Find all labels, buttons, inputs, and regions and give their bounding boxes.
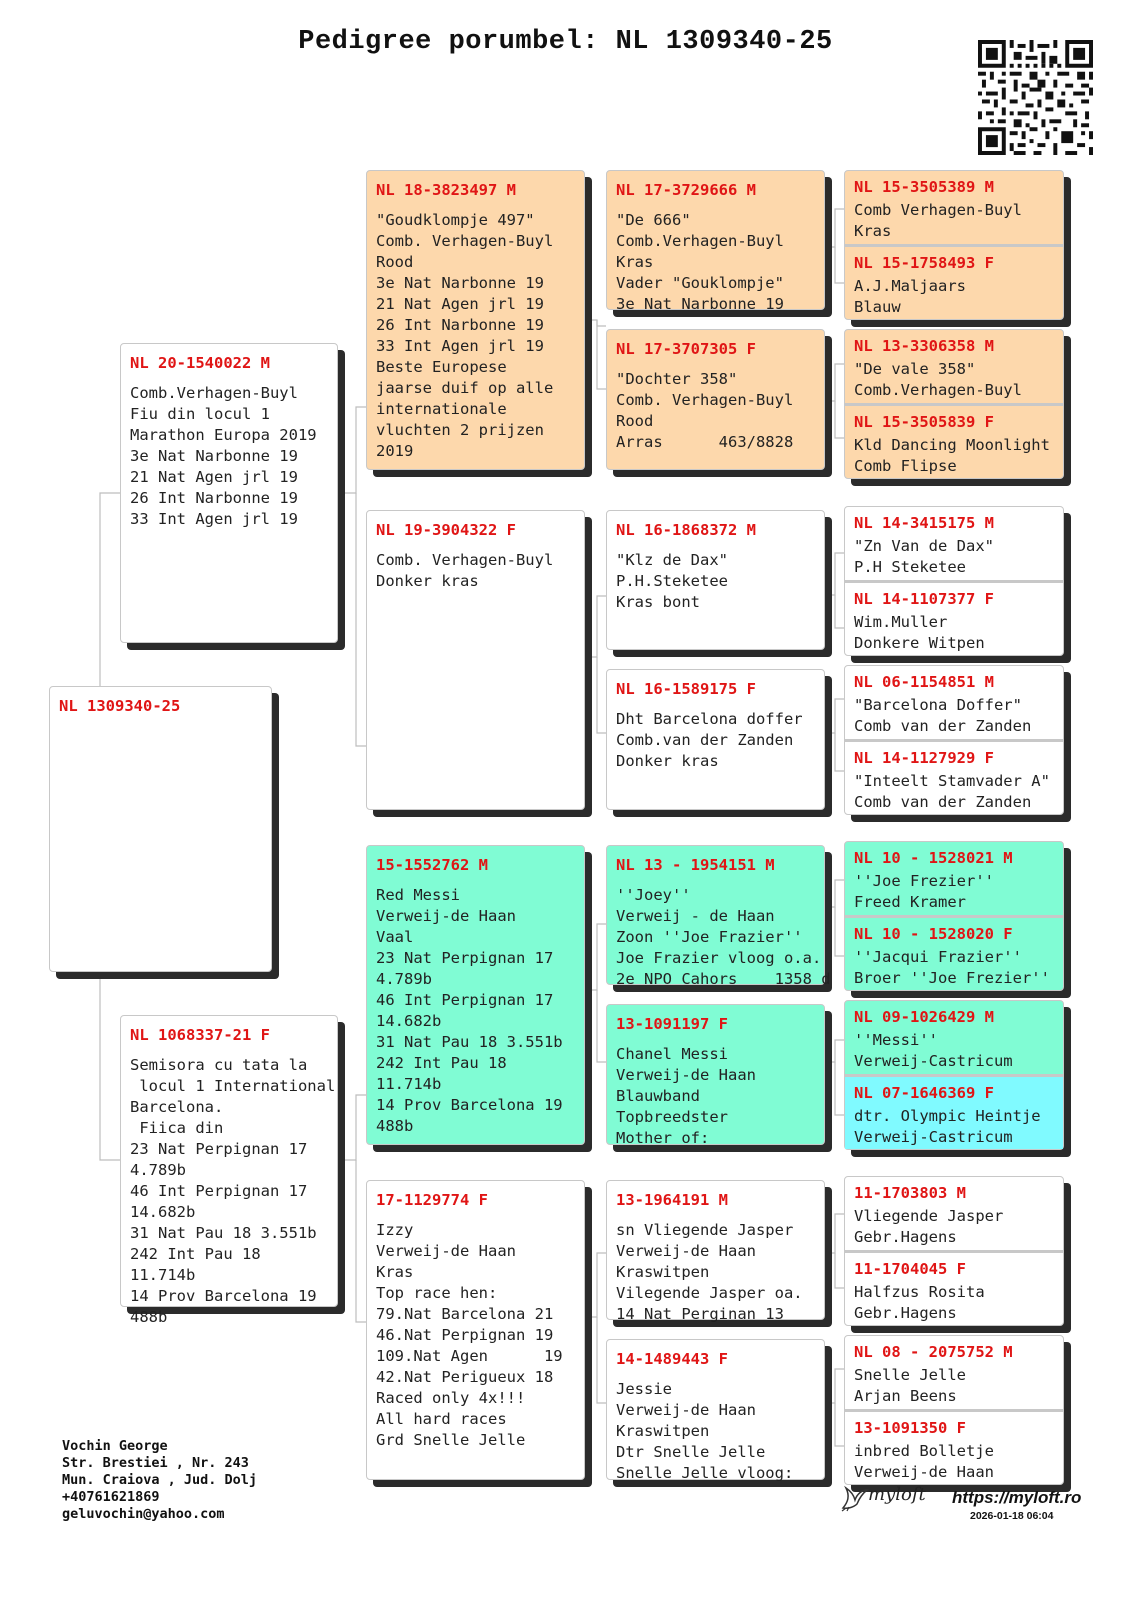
- g3-box-8[interactable]: [606, 1339, 825, 1480]
- g3-details: sn Vliegende Jasper Verweij-de Haan Kraswitpen Vilegende Jasper oa. 14 Nat Perginan 13: [616, 1221, 803, 1323]
- g4-details: ''Jacqui Frazier'' Broer ''Joe Frezier'': [854, 948, 1050, 987]
- g4-pair-8: [844, 1335, 1064, 1485]
- granddam-maternal-box[interactable]: [366, 1180, 585, 1480]
- g4-cell[interactable]: [845, 583, 1063, 655]
- g4-cell[interactable]: [845, 1412, 1063, 1484]
- g4-ring: NL 08 - 2075752 M: [854, 1343, 1013, 1361]
- sire-ring: NL 20-1540022 M: [130, 354, 270, 372]
- g4-cell[interactable]: [845, 666, 1063, 742]
- print-date: 2026-01-18 06:04: [970, 1510, 1054, 1522]
- page-title: Pedigree porumbel: NL 1309340-25: [298, 27, 833, 57]
- g4-details: Vliegende Jasper Gebr.Hagens: [854, 1207, 1004, 1246]
- g4-cell[interactable]: [845, 742, 1063, 814]
- g2-ring: NL 18-3823497 M: [376, 181, 516, 199]
- g3-details: Jessie Verweij-de Haan Kraswitpen Dtr Snelle Jelle Snelle Jelle vloog:: [616, 1380, 794, 1482]
- subject-ring: NL 1309340-25: [59, 697, 181, 715]
- g4-details: "Barcelona Doffer" Comb van der Zanden: [854, 696, 1032, 735]
- g3-ring: NL 13 - 1954151 M: [616, 856, 775, 874]
- grandsire-paternal-box[interactable]: [366, 170, 585, 470]
- g4-ring: 11-1704045 F: [854, 1260, 966, 1278]
- g3-details: ''Joey'' Verweij - de Haan Zoon ''Joe Frazier'' Joe Frazier vloog o.a. 2e NPO Cahors 1358 d: [616, 886, 831, 988]
- g4-ring: NL 09-1026429 M: [854, 1008, 994, 1026]
- g4-cell[interactable]: [845, 918, 1063, 990]
- g4-details: ''Messi'' Verweij-Castricum: [854, 1031, 1013, 1070]
- g4-ring: NL 06-1154851 M: [854, 673, 994, 691]
- sire-details: Comb.Verhagen-Buyl Fiu din locul 1 Marathon Europa 2019 3e Nat Narbonne 19 21 Nat Agen jrl 19 26 Int Narbonne 19 33 Int Agen jrl 19: [130, 384, 317, 528]
- g2-ring: 15-1552762 M: [376, 856, 488, 874]
- g4-pair-3: [844, 506, 1064, 656]
- g4-details: Snelle Jelle Arjan Beens: [854, 1366, 966, 1405]
- g4-pair-7: [844, 1176, 1064, 1326]
- g4-ring: NL 15-3505389 M: [854, 178, 994, 196]
- g4-ring: NL 14-3415175 M: [854, 514, 994, 532]
- g3-box-2[interactable]: [606, 329, 825, 470]
- g4-details: dtr. Olympic Heintje Verweij-Castricum: [854, 1107, 1041, 1146]
- g4-details: Halfzus Rosita Gebr.Hagens: [854, 1283, 985, 1322]
- granddam-paternal-box[interactable]: [366, 510, 585, 810]
- g4-ring: NL 13-3306358 M: [854, 337, 994, 355]
- g2-ring: NL 19-3904322 F: [376, 521, 516, 539]
- g4-cell[interactable]: [845, 1177, 1063, 1253]
- g4-cell[interactable]: [845, 406, 1063, 478]
- g4-cell[interactable]: [845, 1253, 1063, 1325]
- g2-details: Red Messi Verweij-de Haan Vaal 23 Nat Perpignan 17 4.789b 46 Int Perpignan 17 14.682b 31 Nat Pau 18 3.551b 242 Int Pau 18 11.714b 14 Prov Barcelona 19 488b: [376, 886, 563, 1135]
- g4-ring: NL 10 - 1528020 F: [854, 925, 1013, 943]
- g3-box-6[interactable]: [606, 1004, 825, 1145]
- g4-ring: NL 14-1127929 F: [854, 749, 994, 767]
- g4-ring: 13-1091350 F: [854, 1419, 966, 1437]
- dam-box[interactable]: [120, 1015, 338, 1326]
- g3-details: "Klz de Dax" P.H.Steketee Kras bont: [616, 551, 728, 611]
- g3-ring: NL 16-1868372 M: [616, 521, 756, 539]
- g3-box-1[interactable]: [606, 170, 825, 313]
- g4-cell[interactable]: [845, 171, 1063, 247]
- g4-ring: NL 15-3505839 F: [854, 413, 994, 431]
- sire-box[interactable]: [120, 343, 338, 643]
- g4-details: "Inteelt Stamvader A" Comb van der Zanden: [854, 772, 1050, 811]
- branding-footer: [840, 1482, 1082, 1527]
- g4-pair-1: [844, 170, 1064, 320]
- g4-cell[interactable]: [845, 247, 1063, 319]
- g4-details: "Zn Van de Dax" P.H Steketee: [854, 537, 994, 576]
- g4-pair-5: [844, 841, 1064, 991]
- subject-box[interactable]: [49, 686, 272, 972]
- g4-cell[interactable]: [845, 1001, 1063, 1077]
- bird-logo-icon: [840, 1482, 868, 1512]
- g4-pair-2: [844, 329, 1064, 479]
- owner-contact: Vochin George Str. Brestiei , Nr. 243 Mun. Craiova , Jud. Dolj +40761621869 geluvochin@yahoo.com: [62, 1438, 258, 1522]
- g2-ring: 17-1129774 F: [376, 1191, 488, 1209]
- g4-details: ''Joe Frezier'' Freed Kramer: [854, 872, 994, 911]
- g3-ring: NL 17-3707305 F: [616, 340, 756, 358]
- g4-pair-6: [844, 1000, 1064, 1150]
- brand-logo-text: myloft: [868, 1484, 926, 1505]
- g4-cell[interactable]: [845, 1336, 1063, 1412]
- g4-ring: NL 15-1758493 F: [854, 254, 994, 272]
- dam-details: Semisora cu tata la locul 1 International Barcelona. Fiica din 23 Nat Perpignan 17 4.789b 46 Int Perpignan 17 14.682b 31 Nat Pau 18 3.551b 242 Int Pau 18 11.714b 14 Prov Barcelona 19 488b: [130, 1056, 336, 1326]
- g3-ring: 14-1489443 F: [616, 1350, 728, 1368]
- g4-details: "De vale 358" Comb.Verhagen-Buyl: [854, 360, 1022, 399]
- dam-ring: NL 1068337-21 F: [130, 1026, 270, 1044]
- g4-details: inbred Bolletje Verweij-de Haan: [854, 1442, 994, 1481]
- g3-box-4[interactable]: [606, 669, 825, 810]
- g3-box-3[interactable]: [606, 510, 825, 650]
- g3-box-7[interactable]: [606, 1180, 825, 1323]
- g4-cell[interactable]: [845, 1077, 1063, 1149]
- g4-pair-4: [844, 665, 1064, 815]
- g4-ring: NL 10 - 1528021 M: [854, 849, 1013, 867]
- g2-details: "Goudklompje 497" Comb. Verhagen-Buyl Rood 3e Nat Narbonne 19 21 Nat Agen jrl 19 26 Int Narbonne 19 33 Int Agen jrl 19 Beste Europese jaarse duif op alle internationale vluchten 2 prijzen 2019: [376, 211, 554, 460]
- g4-details: A.J.Maljaars Blauw: [854, 277, 966, 316]
- g2-details: Izzy Verweij-de Haan Kras Top race hen: 79.Nat Barcelona 21 46.Nat Perpignan 19 109.Nat Agen 19 42.Nat Perigueux 18 Raced only 4x!!! All hard races Grd Snelle Jelle: [376, 1221, 563, 1449]
- g2-details: Comb. Verhagen-Buyl Donker kras: [376, 551, 554, 590]
- g3-ring: NL 16-1589175 F: [616, 680, 756, 698]
- g4-ring: NL 14-1107377 F: [854, 590, 994, 608]
- g4-cell[interactable]: [845, 842, 1063, 918]
- g3-box-5[interactable]: [606, 845, 831, 988]
- g3-details: Dht Barcelona doffer Comb.van der Zanden Donker kras: [616, 710, 803, 770]
- brand-url-link[interactable]: https://myloft.ro: [952, 1488, 1082, 1507]
- g4-details: Kld Dancing Moonlight Comb Flipse: [854, 436, 1050, 475]
- g3-ring: 13-1091197 F: [616, 1015, 728, 1033]
- g3-ring: NL 17-3729666 M: [616, 181, 756, 199]
- g4-ring: 11-1703803 M: [854, 1184, 966, 1202]
- g4-cell[interactable]: [845, 330, 1063, 406]
- g3-details: Chanel Messi Verweij-de Haan Blauwband Topbreedster Mother of:: [616, 1045, 756, 1147]
- g4-cell[interactable]: [845, 507, 1063, 583]
- g3-details: "De 666" Comb.Verhagen-Buyl Kras Vader "Gouklompje" 3e Nat Narbonne 19: [616, 211, 784, 313]
- g3-details: "Dochter 358" Comb. Verhagen-Buyl Rood Arras 463/8828: [616, 370, 794, 451]
- grandsire-maternal-box[interactable]: [366, 845, 585, 1145]
- g3-ring: 13-1964191 M: [616, 1191, 728, 1209]
- g4-details: Wim.Muller Donkere Witpen: [854, 613, 985, 652]
- g4-details: Comb Verhagen-Buyl Kras: [854, 201, 1022, 240]
- g4-ring: NL 07-1646369 F: [854, 1084, 994, 1102]
